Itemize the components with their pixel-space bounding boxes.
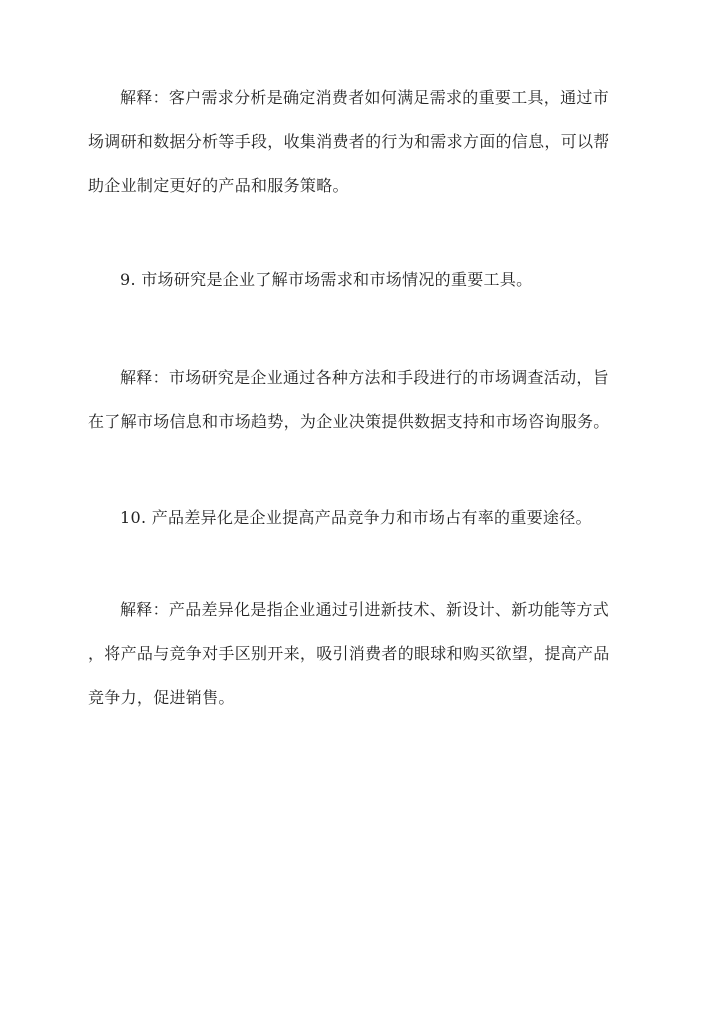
question-10: 10. 产品差异化是企业提高产品竞争力和市场占有率的重要途径。 bbox=[120, 508, 592, 527]
question-9: 9. 市场研究是企业了解市场需求和市场情况的重要工具。 bbox=[120, 270, 533, 289]
text-line: 在了解市场信息和市场趋势，为企业决策提供数据支持和市场咨询服务。 bbox=[88, 412, 610, 431]
text-line: 助企业制定更好的产品和服务策略。 bbox=[88, 176, 349, 195]
text-line: 解释：客户需求分析是确定消费者如何满足需求的重要工具，通过市 bbox=[120, 88, 610, 107]
explanation-paragraph-2 bbox=[88, 356, 634, 444]
explanation-paragraph-1 bbox=[88, 76, 634, 208]
explanation-paragraph-3 bbox=[88, 588, 634, 720]
text-line: 解释：市场研究是企业通过各种方法和手段进行的市场调查活动，旨 bbox=[120, 368, 610, 387]
text-line: 场调研和数据分析等手段，收集消费者的行为和需求方面的信息，可以帮 bbox=[88, 132, 610, 151]
text-line: ，将产品与竞争对手区别开来，吸引消费者的眼球和购买欲望，提高产品 bbox=[88, 644, 610, 663]
text-line: 解释：产品差异化是指企业通过引进新技术、新设计、新功能等方式 bbox=[120, 600, 610, 619]
text-line: 竞争力，促进销售。 bbox=[88, 688, 235, 707]
